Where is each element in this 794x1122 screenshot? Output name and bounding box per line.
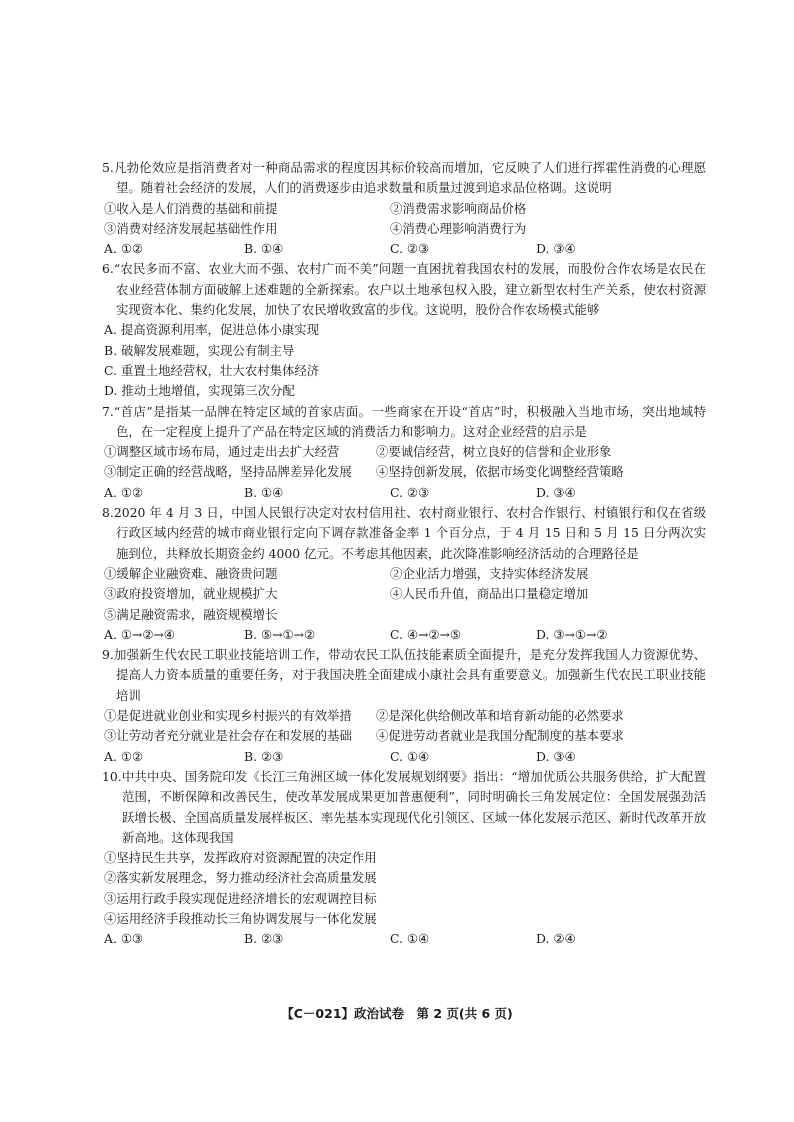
statement-list (102, 706, 706, 747)
statement-item: ⑤满足融资需求，融资规模增长 (104, 606, 278, 622)
statement-item: ②是深化供给侧改革和培育新动能的必然要求 (376, 708, 624, 724)
question-7 (102, 402, 706, 503)
answer-choices (102, 929, 706, 949)
statement-item: ②企业活力增强，支持实体经济发展 (390, 565, 589, 581)
choice-b: B. ①④ (244, 241, 284, 257)
choice-b: B. 破解发展难题，实现公有制主导 (104, 342, 295, 358)
choice-c: C. ④→②→⑤ (390, 626, 462, 642)
statement-item: ④促进劳动者就业是我国分配制度的基本要求 (376, 728, 624, 744)
statement-item: ③制定正确的经营战略，坚持品牌差异化发展 (104, 464, 352, 480)
choice-d: D. ②④ (536, 931, 576, 947)
choice-c: C. ①④ (390, 748, 430, 764)
page-footer: 【C－021】政治试卷 第 2 页(共 6 页) (281, 1006, 513, 1021)
choice-d: D. ③④ (536, 748, 576, 764)
exam-page (102, 158, 706, 950)
statement-item: ②要诚信经营，树立良好的信誉和企业形象 (376, 444, 612, 460)
choice-d: D. ③④ (536, 484, 576, 500)
statement-list (102, 199, 706, 240)
choice-c: C. ②③ (390, 484, 430, 500)
statement-item: ①调整区域市场布局，通过走出去扩大经营 (104, 444, 340, 460)
answer-choices (102, 625, 706, 645)
answer-choices (102, 483, 706, 503)
question-9 (102, 645, 706, 767)
statement-item: ④消费心理影响消费行为 (390, 220, 527, 236)
choice-a: A. ①③ (104, 931, 144, 947)
answer-choices (102, 239, 706, 259)
question-6 (102, 259, 706, 401)
question-stem: 9.加强新生代农民工职业技能培训工作，带动农民工队伍技能素质全面提升，是充分发挥我国人力资源优势、提高人力资本质量的重要任务，对于我国决胜全面建成小康社会具有重要意义。加强新生代农民工职业技能培训 (102, 647, 706, 703)
choice-b: B. ①④ (244, 484, 284, 500)
statement-item: ④运用经济手段推动长三角协调发展与一体化发展 (104, 910, 377, 926)
choice-c: C. 重置土地经营权，壮大农村集体经济 (104, 362, 320, 378)
choice-c: C. ②③ (390, 241, 430, 257)
question-stem: 10.中共中央、国务院印发《长江三角洲区域一体化发展规划纲要》指出：“增加优质公共服务供给，扩大配置范围，不断保障和改善民生，使改革发展成果更加普惠便利”，同时明确长三角发展定位：全国发展强劲活跃增长极、全国高质量发展样板区、率先基本实现现代化引领区、区域一体化发展示范区、新时代改革开放新高地。这体现我国 (102, 768, 706, 845)
statement-item: ④坚持创新发展，依据市场变化调整经营策略 (376, 464, 624, 480)
question-stem: 7.“首店”是指某一品牌在特定区域的首家店面。一些商家在开设“首店”时，积极融入当地市场，突出地域特色，在一定程度上提升了产品在特定区域的消费活力和影响力。这对企业经营的启示是 (102, 403, 706, 439)
statement-item: ④人民币升值，商品出口量稳定增加 (390, 586, 589, 602)
statement-list (102, 564, 706, 605)
statement-list (102, 442, 706, 483)
choice-b: B. ②③ (244, 748, 284, 764)
choice-b: B. ②③ (244, 931, 284, 947)
question-stem: 6.“农民多而不富、农业大而不强、农村广而不美”问题一直困扰着我国农村的发展，而股份合作农场是农民在农业经营体制方面破解上述难题的全新探索。农户以土地承包权入股，建立新型农村生产关系，使农村资源实现资本化、集约化发展，加快了农民增收致富的步伐。这说明，股份合作农场模式能够 (102, 261, 706, 318)
choice-a: A. ①② (104, 484, 144, 500)
statement-item: ①坚持民生共享，发挥政府对资源配置的决定作用 (104, 850, 377, 866)
statement-item: ②落实新发展理念，努力推动经济社会高质量发展 (104, 870, 377, 886)
choice-a: A. ①② (104, 241, 144, 257)
choice-a: A. 提高资源利用率，促进总体小康实现 (104, 322, 320, 338)
statement-item: ③运用行政手段实现促进经济增长的宏观调控目标 (104, 890, 377, 906)
statement-item: ②消费需求影响商品价格 (390, 200, 527, 216)
choice-a: A. ①② (104, 748, 144, 764)
question-stem: 8.2020 年 4 月 3 日，中国人民银行决定对农村信用社、农村商业银行、农村合作银行、村镇银行和仅在省级行政区域内经营的城市商业银行定向下调存款准备金率 1 个百分点，于 4 月 15 日和 5 月 15 日分两次实施到位，共释放长期资金约 4000 亿元。不考虑其他因素，此次降准影响经济活动的合理路径是 (102, 505, 706, 561)
question-10 (102, 767, 706, 950)
statement-item: ③让劳动者充分就业是社会存在和发展的基础 (104, 728, 352, 744)
choice-a: A. ①→②→④ (104, 626, 175, 642)
question-5 (102, 158, 706, 259)
question-stem: 5.凡勃伦效应是指消费者对一种商品需求的程度因其标价较高而增加，它反映了人们进行挥霍性消费的心理愿望。随着社会经济的发展，人们的消费逐步由追求数量和质量过渡到追求品位格调。这说明 (102, 160, 706, 196)
choice-d: D. ③→①→② (536, 626, 608, 642)
choice-b: B. ⑤→①→② (244, 626, 316, 642)
answer-choices (102, 747, 706, 767)
question-8 (102, 503, 706, 645)
choice-d: D. 推动土地增值，实现第三次分配 (104, 383, 295, 399)
statement-item: ③消费对经济发展起基础性作用 (104, 220, 278, 236)
statement-item: ③政府投资增加，就业规模扩大 (104, 586, 278, 602)
choice-d: D. ③④ (536, 241, 576, 257)
statement-item: ①缓解企业融资难、融资贵问题 (104, 565, 278, 581)
choice-c: C. ①④ (390, 931, 430, 947)
statement-item: ①收入是人们消费的基础和前提 (104, 200, 278, 216)
statement-item: ①是促进就业创业和实现乡村振兴的有效举措 (104, 708, 352, 724)
